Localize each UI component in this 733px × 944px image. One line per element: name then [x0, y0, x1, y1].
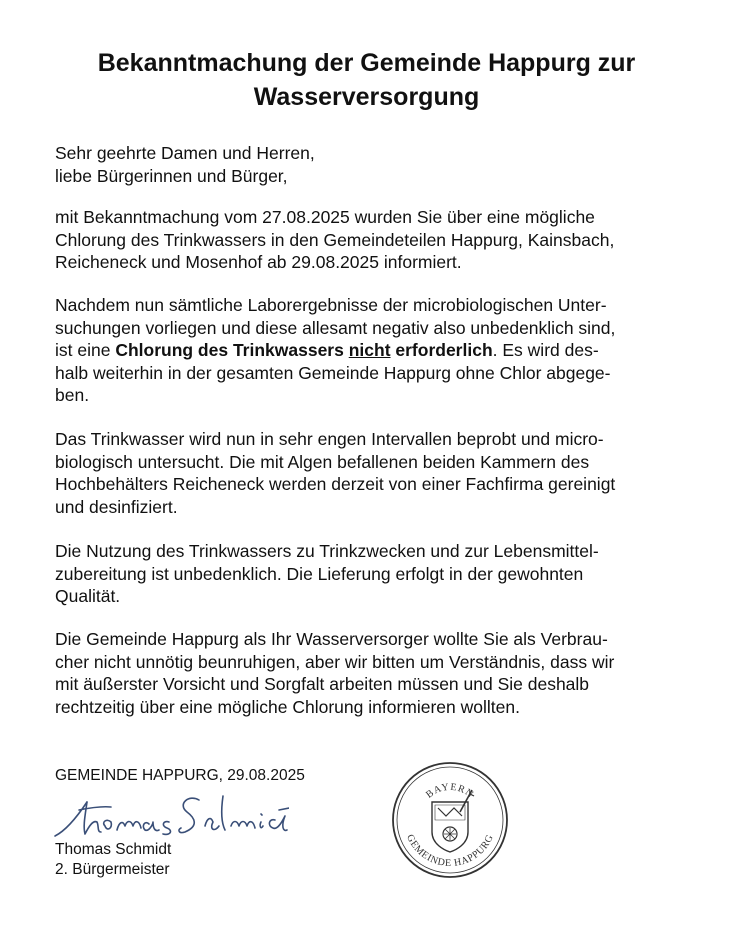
paragraph-line: zubereitung ist unbedenklich. Die Lieferung erfolgt in der gewohnten	[55, 563, 584, 584]
title-line-1: Bekanntmachung der Gemeinde Happurg zur	[97, 49, 636, 77]
handwritten-signature	[49, 786, 289, 846]
paragraph-line: mit Bekanntmachung vom 27.08.2025 wurden Sie über eine mögliche	[55, 207, 595, 227]
paragraph-line: cher nicht unnötig beunruhigen, aber wir bitten um Verständnis, dass wir	[55, 651, 615, 672]
paragraph-line: Chlorung des Trinkwassers in den Gemeindeteilen Happurg, Kainsbach,	[55, 229, 615, 250]
signer-role: 2. Bürgermeister	[55, 861, 170, 878]
signature-block	[55, 766, 375, 878]
paragraph-line: Die Gemeinde Happurg als Ihr Wasserversorger wollte Sie als Verbrau-	[55, 629, 608, 649]
municipal-seal	[390, 760, 510, 880]
paragraph-usage	[55, 540, 685, 608]
paragraph-line: ben.	[55, 385, 90, 405]
document-title	[30, 46, 703, 114]
paragraph-closing	[55, 628, 685, 718]
paragraph-line: rechtzeitig über eine mögliche Chlorung informieren wollten.	[55, 696, 520, 717]
paragraph-line: Hochbehälters Reicheneck werden derzeit von einer Fachfirma gereinigt	[55, 474, 616, 494]
paragraph-line-emphasis	[55, 339, 685, 362]
seal-ring-text: GEMEINDE HAPPURG	[404, 832, 496, 870]
salutation	[55, 142, 685, 187]
paragraph-line: Nachdem nun sämtliche Laborergebnisse der microbiologischen Unter-	[55, 295, 607, 315]
seal-top-text: BAYERN	[424, 781, 476, 801]
place-and-date: GEMEINDE HAPPURG, 29.08.2025	[55, 767, 305, 784]
paragraph-lab-results	[55, 294, 685, 407]
salutation-line-2: liebe Bürgerinnen und Bürger,	[55, 165, 288, 186]
paragraph-line: halb weiterhin in der gesamten Gemeinde Happurg ohne Chlor abgege-	[55, 362, 611, 383]
salutation-line-1: Sehr geehrte Damen und Herren,	[55, 143, 315, 163]
paragraph-line: Reicheneck und Mosenhof ab 29.08.2025 informiert.	[55, 252, 462, 272]
bold-text: erforderlich	[390, 340, 493, 360]
paragraph-line: Qualität.	[55, 586, 121, 606]
underlined-text: nicht	[348, 340, 391, 360]
paragraph-line: Das Trinkwasser wird nun in sehr engen Intervallen beprobt und micro-	[55, 429, 604, 449]
bold-underlined-text	[349, 340, 391, 360]
paragraph-announcement-reference	[55, 206, 685, 274]
paragraph-testing	[55, 428, 685, 518]
text-run: . Es wird des-	[492, 340, 599, 360]
signer-name: Thomas Schmidt	[55, 841, 172, 858]
paragraph-line: Die Nutzung des Trinkwassers zu Trinkzwecken und zur Lebensmittel-	[55, 541, 599, 561]
paragraph-line: und desinfiziert.	[55, 496, 178, 517]
title-line-2: Wasserversorgung	[253, 83, 480, 111]
paragraph-line: biologisch untersucht. Die mit Algen befallenen beiden Kammern des	[55, 451, 590, 472]
bold-text: Chlorung des Trinkwassers	[115, 340, 349, 360]
paragraph-line: suchungen vorliegen und diese allesamt negativ also unbedenklich sind,	[55, 317, 616, 338]
paragraph-line: mit äußerster Vorsicht und Sorgfalt arbeiten müssen und Sie deshalb	[55, 674, 590, 694]
text-run: ist eine	[55, 340, 116, 360]
